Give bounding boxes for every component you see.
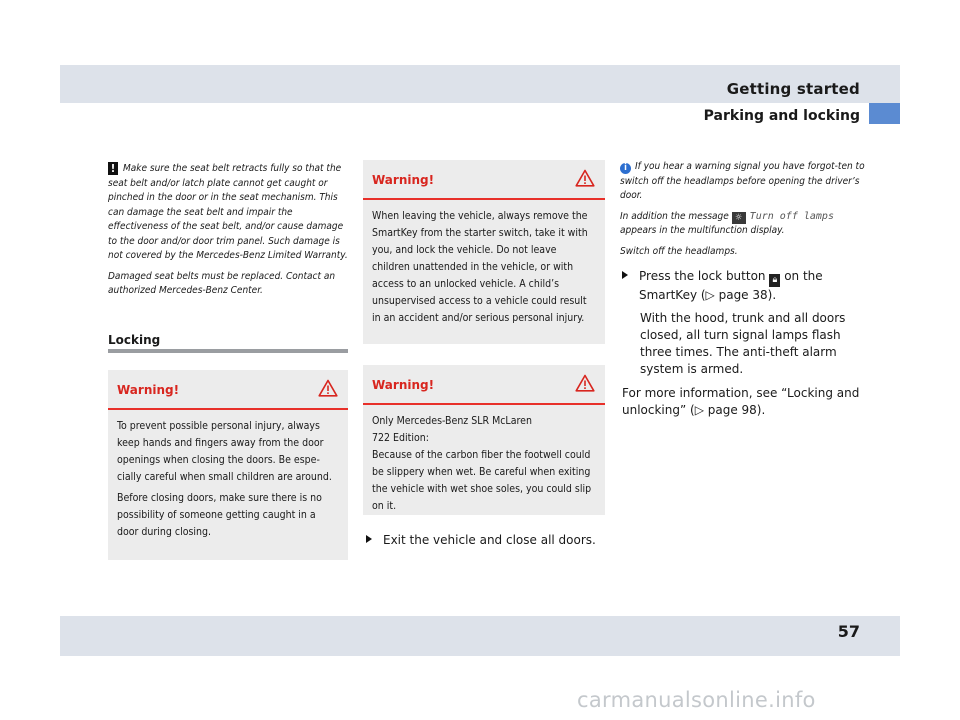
footer-band [60,616,900,656]
warning-paragraph-1: To prevent possible personal injury, always keep hands and fingers away from the door openings when closing the doors. Be espe-cially careful when small children are around. [117,420,332,483]
section-title: Getting started [726,80,860,98]
warning-line-1: Only Mercedes-Benz SLR McLaren [372,415,532,427]
warning-line-3: Because of the carbon fiber the footwell could be slippery when wet. Be careful when exiting the vehicle with wet shoe soles, you could slip on it. [372,449,592,512]
step-text: Exit the vehicle and close all doors. [383,533,596,547]
info-icon: i [620,163,631,174]
warning-title: Warning! [372,378,435,392]
bullet-arrow-icon [366,535,372,543]
step-lock-detail: With the hood, trunk and all doors closed, all turn signal lamps flash three times. The anti-theft alarm system is armed. [640,311,846,376]
headlamp-icon: ☼ [732,212,746,224]
display-message: Turn off lamps [749,210,834,222]
info-paragraph-2-suffix: appears in the multifunction display. [620,225,785,236]
info-paragraph-2-prefix: In addition the message [620,210,729,222]
exclamation-icon: ! [108,162,118,175]
warning-header [108,370,348,410]
heading-rule [108,349,348,353]
step-lock-prefix: Press the lock button [639,269,766,283]
warning-triangle-icon [575,374,595,392]
warning-line-2: 722 Edition: [372,432,429,444]
warning-box-doors [108,370,348,560]
note-paragraph-1: Make sure the seat belt retracts fully so that the seat belt and/or latch plate cannot get caught or pinched in the door or in the seat mechanism. This can damage the seat belt and impair the effectiveness of the seat belt, and/or cause damage to the door and/or door trim panel. Such damage is not covered by the Mercedes-Benz Limited Warranty. [108,163,348,261]
watermark: carmanualsonline.info [577,688,816,712]
subsection-title: Parking and locking [703,108,860,124]
warning-title: Warning! [117,383,180,397]
seat-belt-note [108,162,350,305]
warning-triangle-icon [575,169,595,187]
step-exit-vehicle [366,532,596,549]
info-paragraph-3: Switch off the headlamps. [620,245,738,257]
warning-title: Warning! [372,173,435,187]
warning-box-footwell [363,365,605,515]
step-lock-suffix: on the SmartKey (▷ page 38). [639,269,823,302]
lock-button-icon: 🔒︎ [769,274,780,287]
info-paragraph-1: If you hear a warning signal you have forgot-ten to switch off the headlamps before opening the driver’s door. [620,161,865,201]
warning-header [363,365,605,405]
warning-box-smartkey [363,160,605,344]
bullet-arrow-icon [622,271,628,279]
headlamp-info-note [620,160,866,265]
warning-header [363,160,605,200]
section-tab-marker [869,103,900,124]
step-press-lock [622,268,872,304]
more-info-text: For more information, see “Locking and unlocking” (▷ page 98). [622,386,860,417]
warning-paragraph-2: Before closing doors, make sure there is no possibility of someone getting caught in a door during closing. [117,492,322,538]
warning-body: When leaving the vehicle, always remove the SmartKey from the starter switch, take it with you, and lock the vehicle. Do not leave children unattended in the vehicle, or with access to an unlocked vehicle. A child’s unsupervised access to a vehicle could result in an accident and/or serious personal injury. [372,210,588,324]
page-number: 57 [837,622,860,641]
locking-heading: Locking [108,333,161,347]
note-paragraph-2: Damaged seat belts must be replaced. Contact an authorized Mercedes-Benz Center. [108,270,336,296]
warning-triangle-icon [318,379,338,397]
